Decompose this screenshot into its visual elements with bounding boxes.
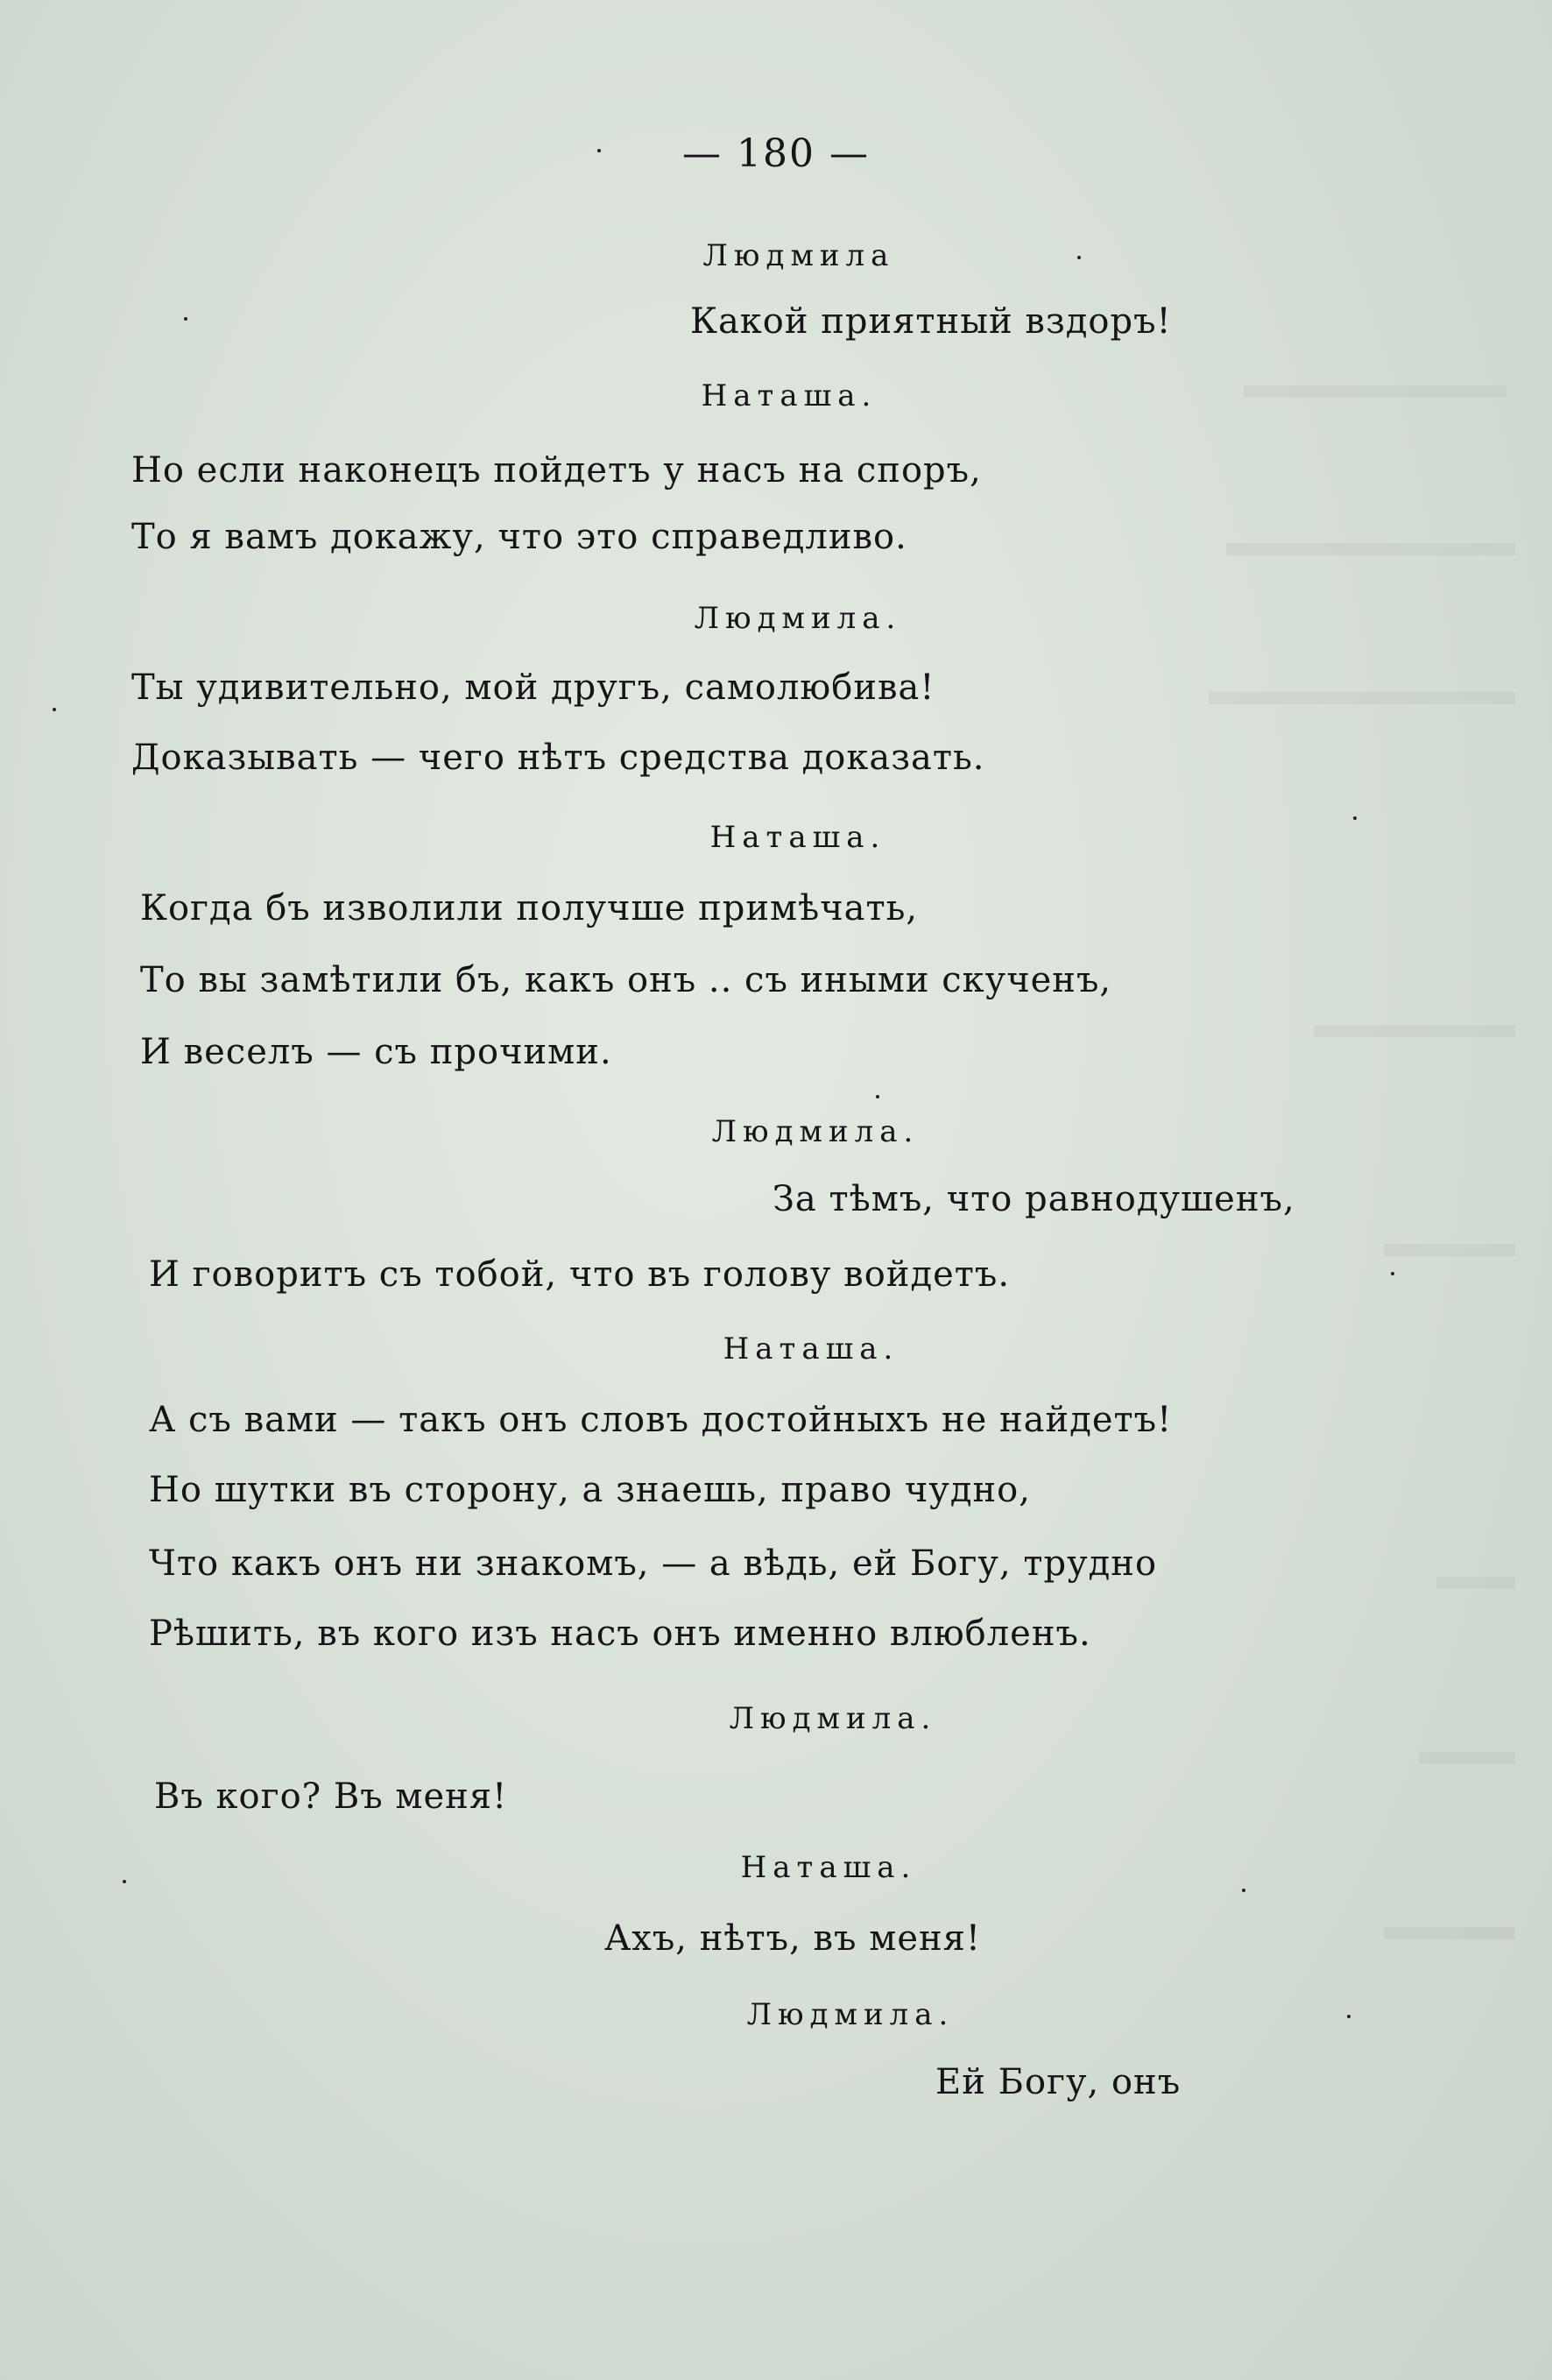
speaker-name: Наташа. — [740, 1850, 917, 1885]
print-speck — [53, 708, 56, 711]
speaker-name: Наташа. — [723, 1331, 899, 1367]
verse-line: Но если наконецъ пойдетъ у насъ на споръ, — [131, 450, 982, 491]
verse-line: Въ кого? Въ меня! — [154, 1776, 508, 1817]
print-speck — [1077, 256, 1081, 259]
verse-line: И говоритъ съ тобой, что въ голову войдетъ. — [149, 1254, 1011, 1295]
speaker-name: Людмила. — [729, 1701, 937, 1736]
print-speck — [597, 149, 601, 152]
print-speck — [1242, 1889, 1245, 1892]
verse-line: И веселъ — съ прочими. — [140, 1032, 612, 1072]
verse-line: Какой приятный вздоръ! — [690, 301, 1172, 342]
print-speck — [1391, 1272, 1394, 1275]
verse-line: Доказывать — чего нѣтъ средства доказать. — [131, 738, 985, 778]
verse-line: Ей Богу, онъ — [935, 2062, 1182, 2102]
speaker-name: Наташа. — [701, 378, 878, 413]
print-speck — [1353, 816, 1357, 820]
page-number: — 180 — — [682, 131, 870, 176]
verse-line: То вы замѣтили бъ, какъ онъ .. съ иными скученъ, — [140, 960, 1112, 1000]
verse-line: Но шутки въ сторону, а знаешь, право чудно, — [149, 1470, 1031, 1510]
verse-line: За тѣмъ, что равнодушенъ, — [772, 1179, 1295, 1219]
print-speck — [184, 317, 187, 321]
speaker-name: Людмила — [702, 238, 895, 273]
speaker-name: Людмила. — [711, 1114, 920, 1149]
print-speck — [123, 1880, 126, 1883]
verse-line: Ты удивительно, мой другъ, самолюбива! — [131, 667, 935, 708]
verse-line: Ахъ, нѣтъ, въ меня! — [604, 1918, 981, 1959]
verse-line: Рѣшить, въ кого изъ насъ онъ именно влюбленъ. — [149, 1614, 1091, 1654]
verse-line: А съ вами — такъ онъ словъ достойныхъ не найдетъ! — [149, 1400, 1173, 1440]
print-speck — [1347, 2015, 1351, 2018]
print-speck — [876, 1095, 879, 1098]
speaker-name: Наташа. — [709, 820, 886, 855]
verse-line: Что какъ онъ ни знакомъ, — а вѣдь, ей Богу, трудно — [149, 1543, 1158, 1584]
speaker-name: Людмила. — [694, 601, 902, 636]
verse-line: Когда бъ изволили получше примѣчать, — [140, 888, 919, 929]
speaker-name: Людмила. — [746, 1997, 955, 2032]
verse-line: То я вамъ докажу, что это справедливо. — [131, 517, 907, 557]
